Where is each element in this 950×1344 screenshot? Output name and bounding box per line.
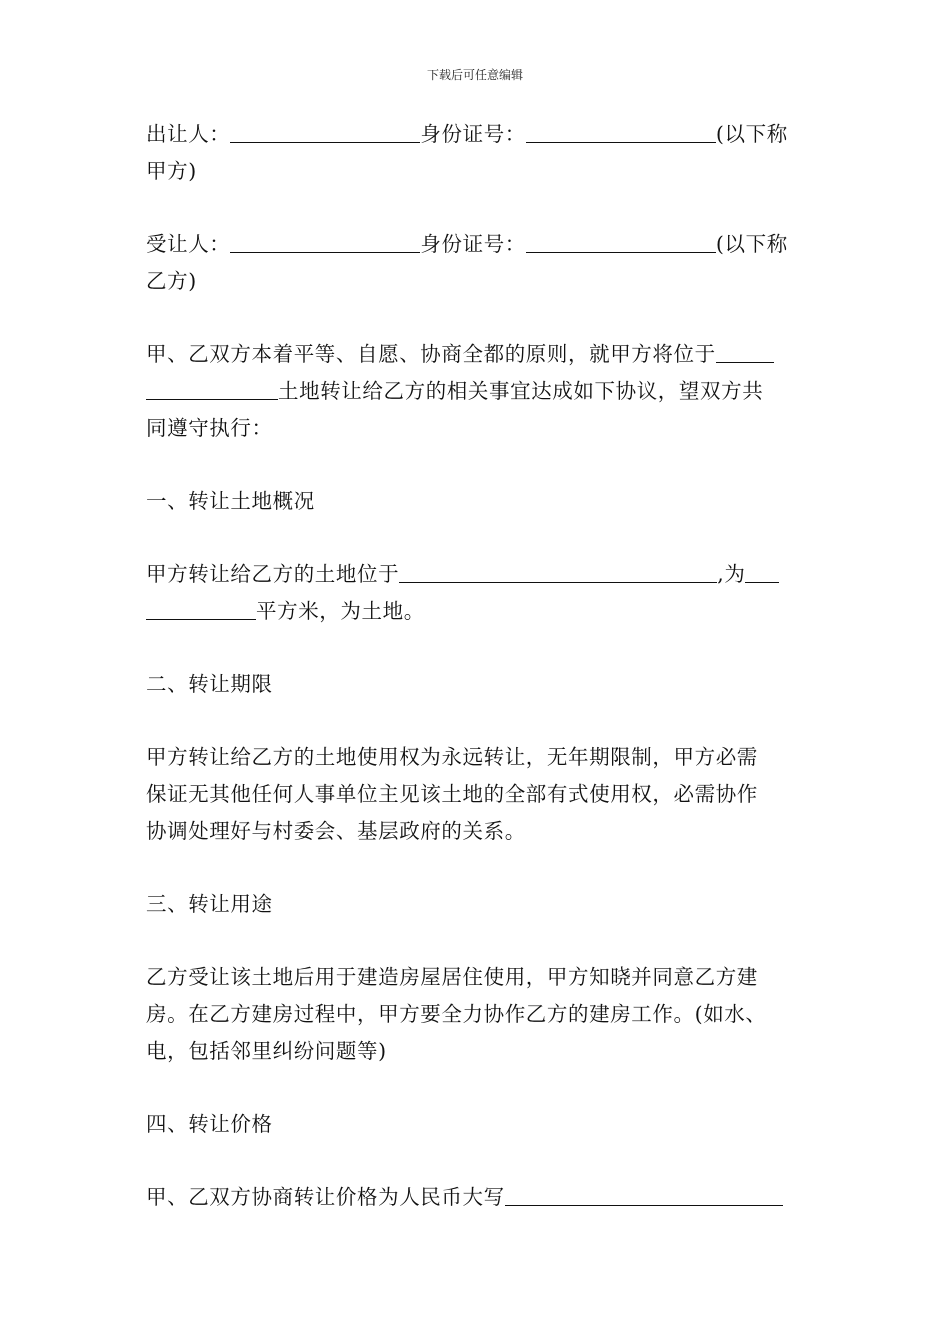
s1-text-3: 平方米，为土地。 xyxy=(256,599,425,623)
s2-line-2: 保证无其他任何人事单位主见该土地的全部有式使用权，必需协作 xyxy=(146,782,758,806)
s3-line-2: 房。在乙方建房过程中，甲方要全力协作乙方的建房工作。(如水、 xyxy=(146,1002,767,1026)
section-1-paragraph xyxy=(146,556,810,630)
party-b-name-blank xyxy=(230,228,420,253)
section-2-paragraph xyxy=(146,739,810,850)
price-blank xyxy=(505,1181,783,1206)
intro-text-1: 甲、乙双方本着平等、自愿、协商全都的原则，就甲方将位于 xyxy=(146,342,716,366)
party-b-paragraph xyxy=(146,226,810,300)
contract-body xyxy=(146,116,810,1252)
section-1-heading: 一、转让土地概况 xyxy=(146,489,315,513)
intro-paragraph xyxy=(146,336,810,447)
party-a-label: 出让人： xyxy=(146,122,231,146)
party-a-name-blank xyxy=(230,118,420,143)
party-a-id-label: 身份证号： xyxy=(420,122,526,146)
s2-line-3: 协调处理好与村委会、基层政府的关系。 xyxy=(146,819,526,843)
s3-line-1: 乙方受让该土地后用于建造房屋居住使用，甲方知晓并同意乙方建 xyxy=(146,965,758,989)
s2-line-1: 甲方转让给乙方的土地使用权为永远转让，无年期限制，甲方必需 xyxy=(146,745,758,769)
location-blank-1 xyxy=(716,338,774,363)
page-header: 下载后可任意编辑 xyxy=(426,68,523,82)
area-blank-1 xyxy=(745,558,779,583)
party-a-id-blank xyxy=(526,118,716,143)
area-blank-2 xyxy=(146,595,256,620)
party-b-id-label: 身份证号： xyxy=(420,232,526,256)
party-b-suffix-end: 乙方) xyxy=(146,269,197,293)
s1-text-1: 甲方转让给乙方的土地位于 xyxy=(146,562,400,586)
party-a-suffix-end: 甲方) xyxy=(146,159,197,183)
land-location-blank xyxy=(399,558,717,583)
section-3-paragraph xyxy=(146,959,810,1070)
intro-text-2: 土地转让给乙方的相关事宜达成如下协议，望双方共 xyxy=(278,379,764,403)
party-a-paragraph xyxy=(146,116,810,190)
party-a-suffix: (以下称 xyxy=(715,122,788,146)
s4-text-1: 甲、乙双方协商转让价格为人民币大写 xyxy=(146,1185,505,1209)
section-4-heading: 四、转让价格 xyxy=(146,1112,273,1136)
s3-line-3: 电，包括邻里纠纷问题等) xyxy=(146,1039,387,1063)
section-2-heading: 二、转让期限 xyxy=(146,672,273,696)
section-3-heading: 三、转让用途 xyxy=(146,892,273,916)
s1-text-2: ,为 xyxy=(717,562,746,586)
location-blank-2 xyxy=(146,375,278,400)
section-4-paragraph xyxy=(146,1179,810,1216)
party-b-suffix: (以下称 xyxy=(715,232,788,256)
party-b-id-blank xyxy=(526,228,716,253)
party-b-label: 受让人： xyxy=(146,232,231,256)
intro-text-3: 同遵守执行： xyxy=(146,416,273,440)
